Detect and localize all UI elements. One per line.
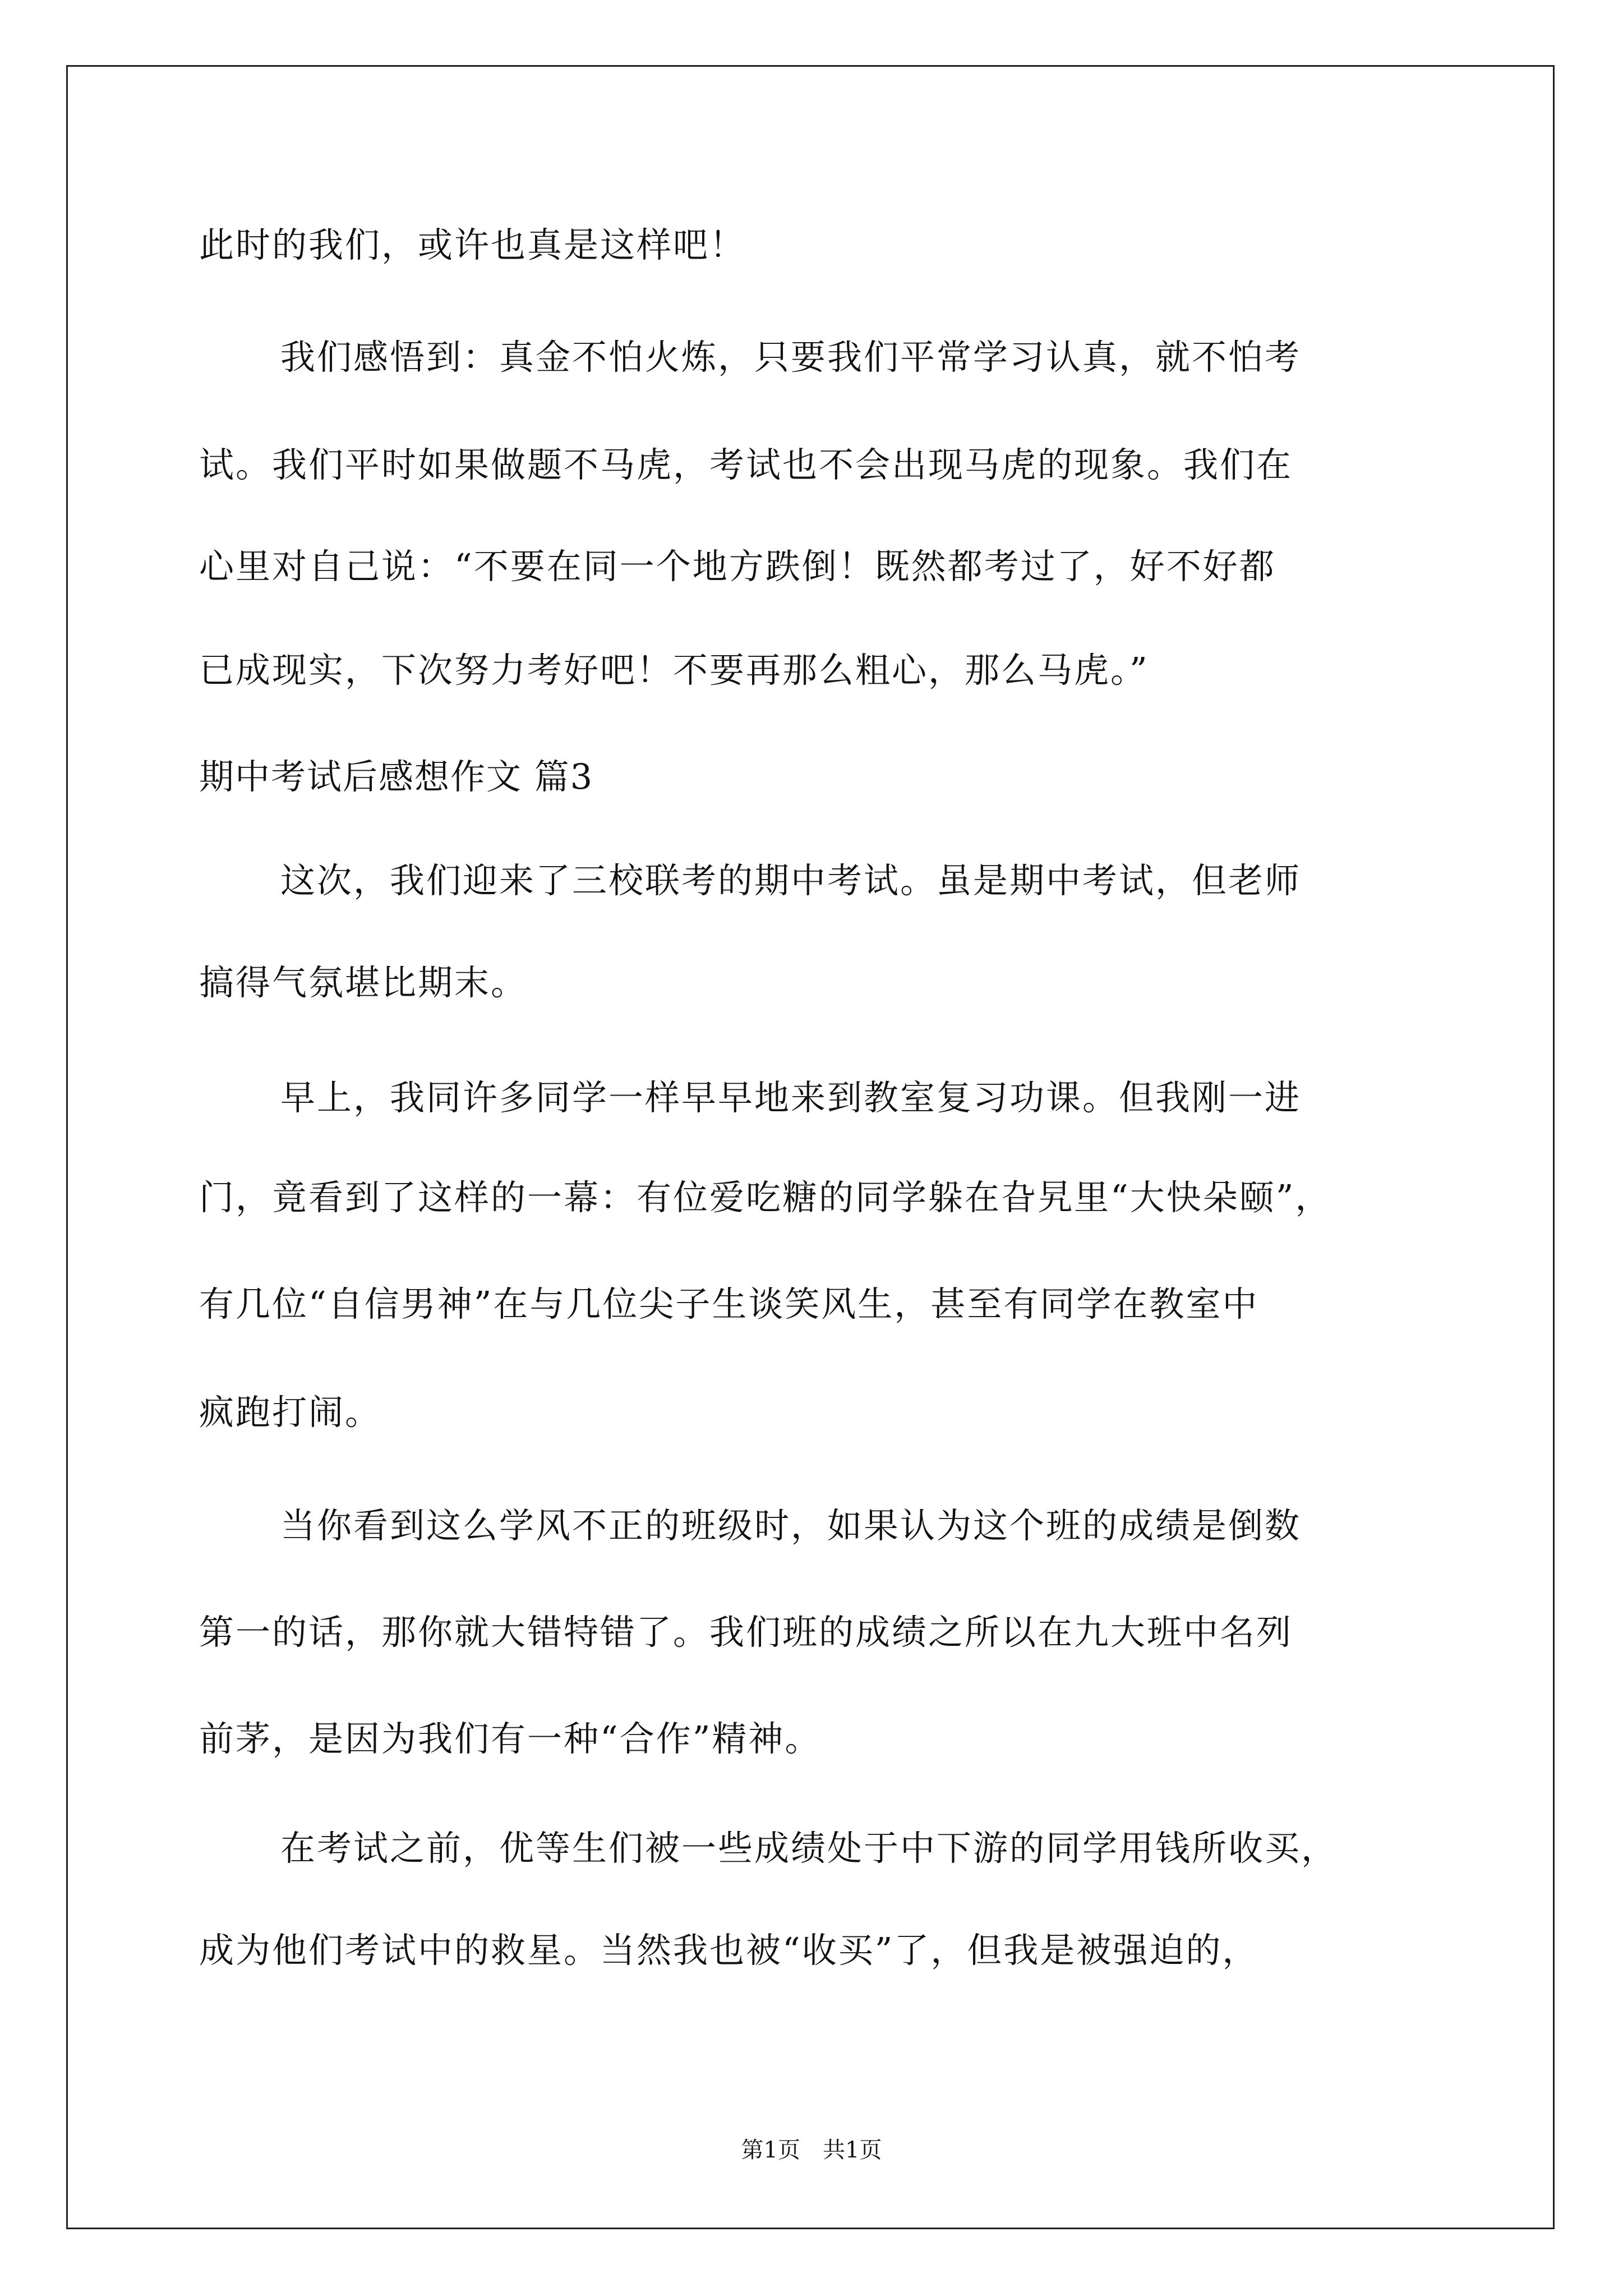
- text-line-2: 我们感悟到：真金不怕火炼，只要我们平常学习认真，就不怕考: [280, 337, 1302, 378]
- text-line-12: 当你看到这么学风不正的班级时，如果认为这个班的成绩是倒数: [280, 1505, 1302, 1546]
- text-line-11: 疯跑打闹。: [199, 1392, 382, 1433]
- text-line-15: 在考试之前，优等生们被一些成绩处于中下游的同学用钱所收买，: [280, 1828, 1338, 1869]
- text-line-10: 有几位“自信男神”在与几位尖子生谈笑风生，甚至有同学在教室中: [199, 1283, 1259, 1324]
- text-line-13: 第一的话，那你就大错特错了。我们班的成绩之所以在九大班中名列: [199, 1612, 1293, 1653]
- text-line-9: 门，竟看到了这样的一幕：有位爱吃糖的同学躲在旮旯里“大快朵颐”，: [199, 1177, 1332, 1218]
- page-footer: 第1页 共1页: [741, 2137, 882, 2163]
- text-line-7: 搞得气氛堪比期末。: [199, 962, 528, 1003]
- text-line-5: 已成现实，下次努力考好吧！不要再那么粗心，那么马虎。”: [199, 650, 1149, 691]
- text-line-4: 心里对自己说：“不要在同一个地方跌倒！既然都考过了，好不好都: [199, 546, 1276, 587]
- section-heading: 期中考试后感想作文 篇3: [199, 756, 594, 797]
- text-line-6: 这次，我们迎来了三校联考的期中考试。虽是期中考试，但老师: [280, 860, 1302, 901]
- text-line-1: 此时的我们，或许也真是这样吧！: [199, 224, 746, 265]
- text-line-8: 早上，我同许多同学一样早早地来到教室复习功课。但我刚一进: [280, 1077, 1302, 1118]
- text-line-14: 前茅，是因为我们有一种“合作”精神。: [199, 1718, 822, 1759]
- text-line-16: 成为他们考试中的救星。当然我也被“收买”了，但我是被强迫的，: [199, 1930, 1259, 1971]
- page-border: [66, 65, 1555, 2229]
- text-line-3: 试。我们平时如果做题不马虎，考试也不会出现马虎的现象。我们在: [199, 444, 1293, 485]
